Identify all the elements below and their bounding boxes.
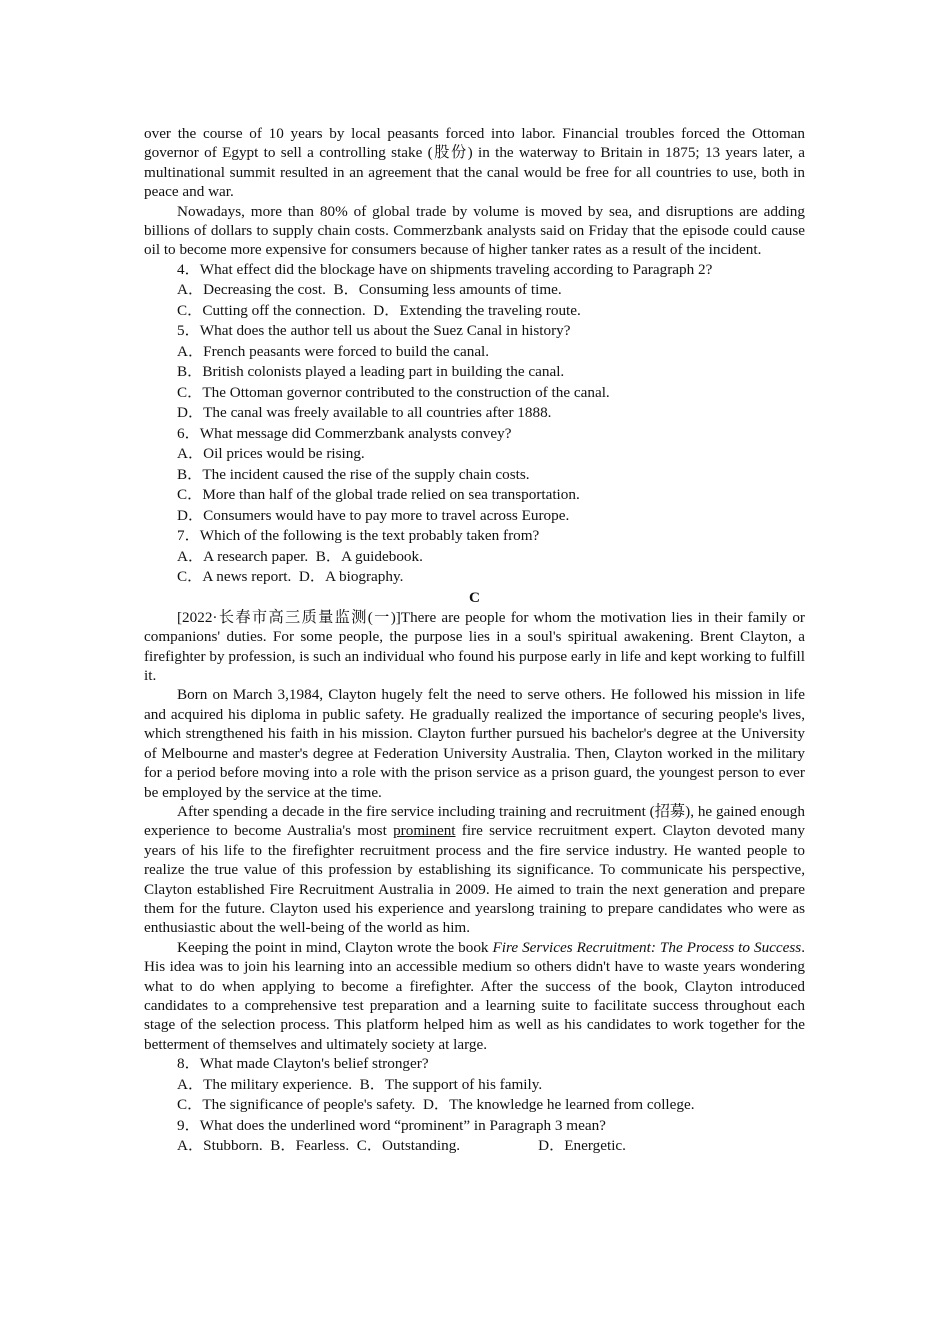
question-7-option-d: D．A biography. (298, 568, 404, 586)
question-7 (144, 526, 805, 588)
question-4 (144, 260, 805, 322)
question-4-option-b: B．Consuming less amounts of time. (333, 281, 562, 299)
question-7-option-c: C．A news report. (177, 568, 292, 586)
question-4-options-cd (144, 301, 805, 322)
question-5-option-b: B．British colonists played a leading part in building the canal. (177, 363, 565, 381)
question-7-options-cd (144, 567, 805, 588)
question-9-option-d: D．Energetic. (538, 1137, 626, 1155)
question-5-stem: 5．What does the author tell us about the Suez Canal in history? (177, 322, 571, 340)
question-9-options (144, 1136, 805, 1157)
question-4-option-d: D．Extending the traveling route. (373, 301, 581, 319)
passage-b-paragraph-1: over the course of 10 years by local peasants forced into labor. Financial troubles forced the Ottoman governor of Egypt to sell a controlling stake (股份) in the waterway to Britain in 1875; 13 years later, a multinational summit resulted in an agreement that the canal would be free for all countries to use, both in peace and war. (144, 125, 805, 201)
question-5-option-c: C．The Ottoman governor contributed to the construction of the canal. (177, 383, 610, 401)
underlined-word-prominent: prominent (393, 822, 456, 840)
question-8 (144, 1054, 805, 1116)
question-7-option-b: B．A guidebook. (315, 547, 423, 565)
question-5-option-d: D．The canal was freely available to all countries after 1888. (177, 404, 552, 422)
question-7-options-ab (144, 547, 805, 568)
question-9 (144, 1116, 805, 1157)
passage-c-paragraph-4-start: Keeping the point in mind, Clayton wrote the book (177, 938, 493, 956)
question-6-option-b: B．The incident caused the rise of the supply chain costs. (177, 465, 530, 483)
question-8-option-b: B．The support of his family. (359, 1075, 543, 1093)
question-8-stem: 8．What made Clayton's belief stronger? (177, 1055, 429, 1073)
passage-c-paragraph-3-start: After spending a decade in the fire service including training and recruitment (招募), he gained enough experience to become Australia's most (144, 802, 805, 840)
passage-c-paragraph-3-rest: fire service recruitment expert. Clayton devoted many years of his life to the firefighter recruitment process and the fire service industry. He wanted people to realize the true value of this profession by establishing its significance. To communicate his perspective, Clayton established Fire Recruitment Australia in 2009. He aimed to train the next generation and prepare them for the future. Clayton used his experience and yearslong training to prepare candidates who were as enthusiastic about the well-being of the world as him. (144, 822, 805, 937)
question-5 (144, 321, 805, 424)
question-8-option-c: C．The significance of people's safety. (177, 1096, 416, 1114)
question-7-option-a: A．A research paper. (177, 547, 309, 565)
question-8-options-cd (144, 1095, 805, 1116)
question-6-stem: 6．What message did Commerzbank analysts convey? (177, 424, 512, 442)
question-4-option-a: A．Decreasing the cost. (177, 281, 326, 299)
passage-c-paragraph-4 (144, 938, 805, 1054)
question-8-option-d: D．The knowledge he learned from college. (422, 1096, 695, 1114)
passage-c-heading: C (469, 588, 480, 606)
question-4-options-ab (144, 280, 805, 301)
question-6 (144, 424, 805, 527)
question-4-stem: 4．What effect did the blockage have on shipments traveling according to Paragraph 2? (177, 260, 713, 278)
passage-c-paragraph-1: [2022·长春市高三质量监测(一)]There are people for whom the motivation lies in their family or companions' duties. For some people, the purpose lies in a soul's spiritual awakening. Brent Clayton, a firefighter by profession, is such an individual who found his purpose early in life and kept working to fulfill it. (144, 608, 805, 685)
question-8-options-ab (144, 1075, 805, 1096)
passage-b-paragraph-2: Nowadays, more than 80% of global trade by volume is moved by sea, and disruptions are adding billions of dollars to supply chain costs. Commerzbank analysts said on Friday that the episode could cause oil to become more expensive for consumers because of higher tanker rates as a result of the incident. (144, 202, 805, 259)
question-4-option-c: C．Cutting off the connection. (177, 301, 366, 319)
question-7-stem: 7．Which of the following is the text probably taken from? (177, 527, 540, 545)
passage-c-paragraph-2: Born on March 3,1984, Clayton hugely felt the need to serve others. He followed his mission in life and acquired his diploma in public safety. He gradually realized the importance of securing people's lives, which strengthened his faith in his mission. Clayton further pursued his bachelor's degree at the University of Melbourne and master's degree at Federation University Australia. Then, Clayton worked in the military for a period before moving into a role with the prison service as a prison guard, the youngest person to ever be employed by the service at the time. (144, 686, 805, 801)
question-6-option-d: D．Consumers would have to pay more to travel across Europe. (177, 506, 570, 524)
question-6-option-a: A．Oil prices would be rising. (177, 445, 365, 463)
question-8-option-a: A．The military experience. (177, 1075, 353, 1093)
passage-c-paragraph-3 (144, 802, 805, 938)
question-5-option-a: A．French peasants were forced to build the canal. (177, 342, 490, 360)
question-9-option-b: B．Fearless. (270, 1137, 350, 1155)
book-title: Fire Services Recruitment: The Process to Success (492, 938, 802, 956)
question-9-option-a: A．Stubborn. (177, 1137, 263, 1155)
passage-c-paragraph-4-rest: . His idea was to join his learning into an accessible medium so others didn't have to waste years wondering what to do when applying to become a firefighter. After the success of the book, Clayton introduced candidates to a comprehensive test preparation and a learning suite to facilitate success throughout each stage of the selection process. This platform helped him as well as his candidates to work together for the betterment of themselves and ultimately society at large. (144, 938, 805, 1053)
question-9-option-c: C．Outstanding. (356, 1137, 461, 1155)
exam-page (144, 124, 805, 1157)
question-6-option-c: C．More than half of the global trade relied on sea transportation. (177, 486, 580, 504)
question-9-stem: 9．What does the underlined word “prominent” in Paragraph 3 mean? (177, 1116, 606, 1134)
